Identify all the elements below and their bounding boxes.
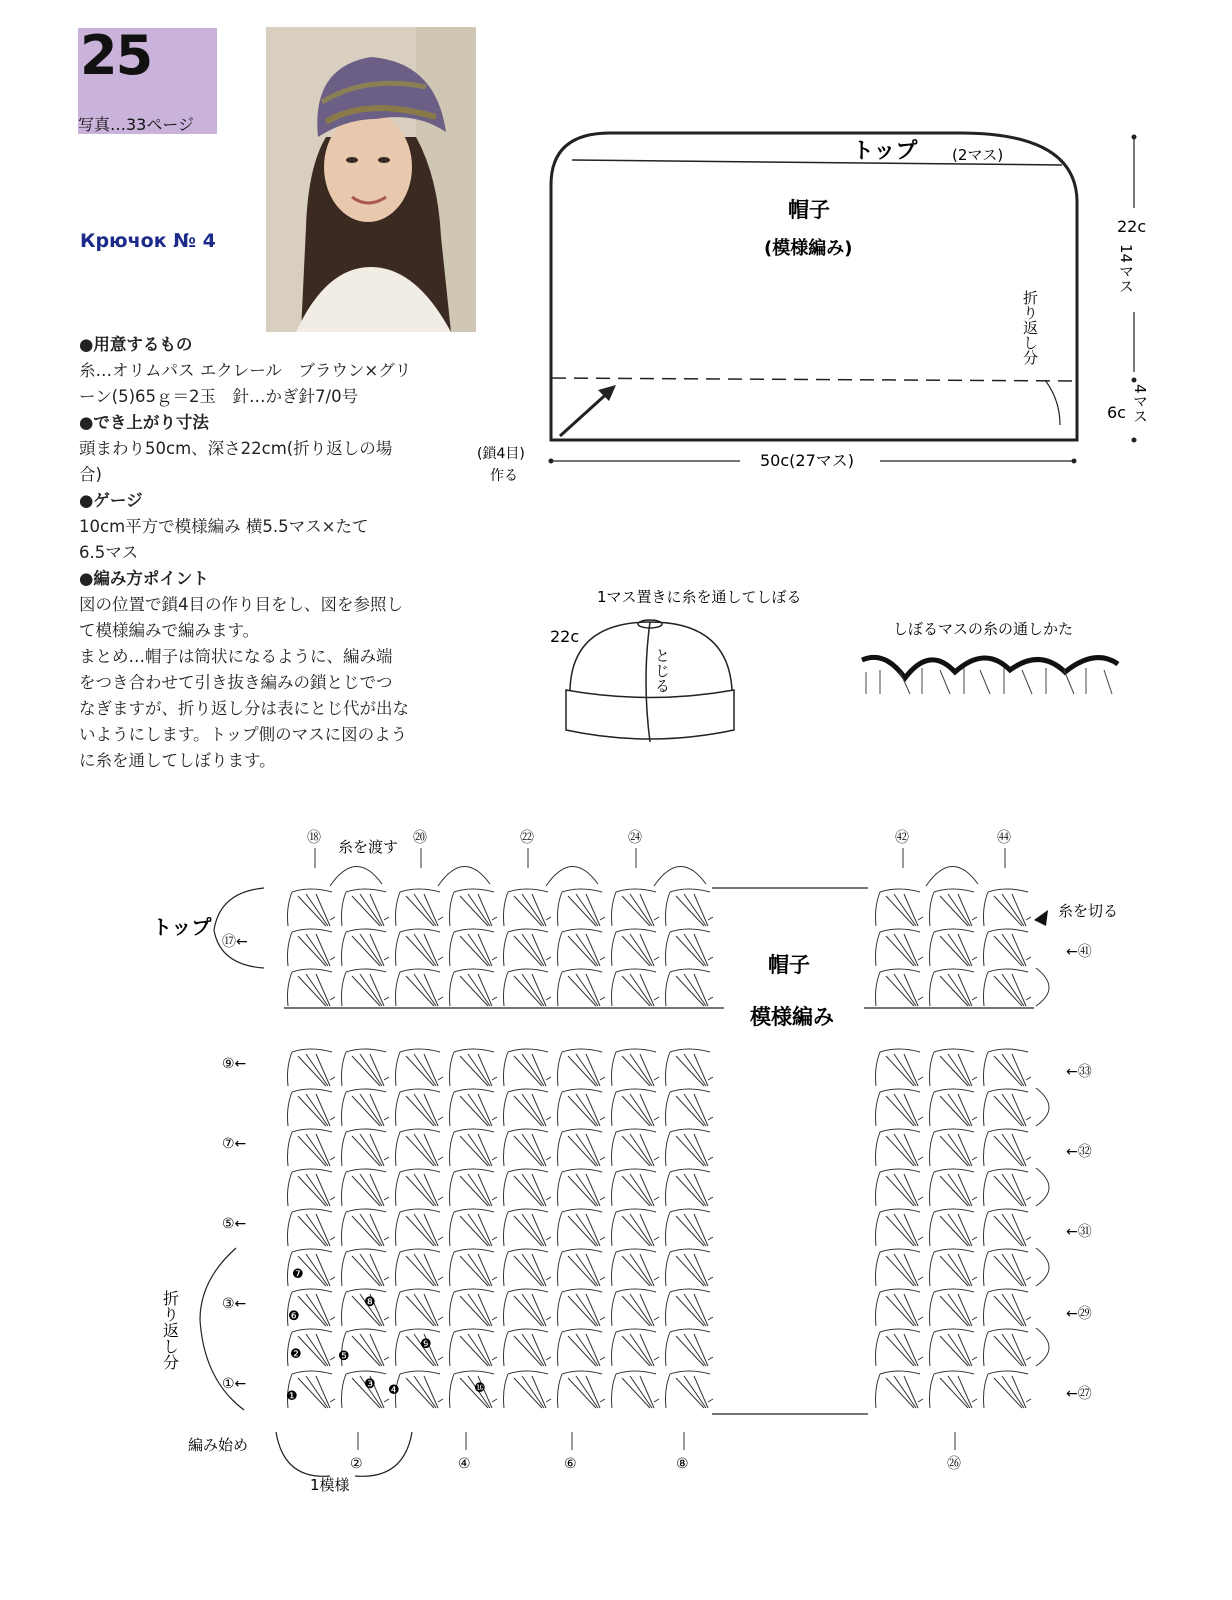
row-label-right: ←㉙ <box>1066 1306 1092 1322</box>
step-number: ❻ <box>288 1309 300 1324</box>
chart-pass-yarn: 糸を渡す <box>338 838 399 856</box>
row-label-top: ⑱ <box>307 830 321 846</box>
materials-heading: ●用意するもの <box>79 335 193 354</box>
chart-cut-yarn: 糸を切る <box>1058 902 1119 920</box>
chart-top-label: トップ <box>152 915 212 939</box>
gauge-line-1: 10cm平方で模様編み 横5.5マス×たて <box>79 517 369 536</box>
step-number: ❼ <box>292 1267 304 1282</box>
row-label-right: ←㊶ <box>1066 944 1092 960</box>
chart-hat-label: 帽子 <box>768 953 810 977</box>
size-line-1: 頭まわり50cm、深さ22cm(折り返しの場 <box>79 439 393 458</box>
gauge-line-2: 6.5マス <box>79 543 139 562</box>
step-number: ❾ <box>420 1337 432 1352</box>
schematic-chain-start-1: (鎖4目) <box>477 446 525 462</box>
chart-fold-label: 折り返し分 <box>160 1290 180 1370</box>
row-label-top: ㊷ <box>895 830 909 846</box>
finish-line-2: をつき合わせて引き抜き編みの鎖とじでつ <box>79 673 393 692</box>
row-label-bottom: ② <box>350 1456 363 1472</box>
row-label-left: ⑨← <box>222 1056 247 1072</box>
yarn-line-2: ーン(5)65ｇ＝2玉 針…かぎ針7/0号 <box>79 387 359 406</box>
step-number: ❹ <box>388 1383 400 1398</box>
row-label-bottom: ④ <box>458 1456 471 1472</box>
row-label-top: ㊹ <box>997 830 1011 846</box>
step-number: ❶ <box>286 1389 298 1404</box>
row-label-left: ⑤← <box>222 1216 247 1232</box>
row-label-top: ㉒ <box>520 830 534 846</box>
points-line-1: 図の位置で鎖4目の作り目をし、図を参照し <box>79 595 403 614</box>
schematic-height-fold-count: 4マス <box>1131 384 1149 424</box>
row-label-top: ㉔ <box>628 830 642 846</box>
row-label-right: ←㉝ <box>1066 1064 1092 1080</box>
size-heading: ●でき上がり寸法 <box>79 413 209 432</box>
schematic-top-count: (2マス) <box>952 146 1004 164</box>
hat-seam-label: とじる <box>653 648 671 693</box>
finish-line-1: まとめ…帽子は筒状になるように、編み端 <box>79 647 393 666</box>
row-label-bottom: ㉖ <box>947 1456 961 1472</box>
row-label-left: ⑦← <box>222 1136 247 1152</box>
schematic-height-main: 22c <box>1117 217 1147 236</box>
hat-height: 22c <box>550 627 580 646</box>
row-label-right: ←㉛ <box>1066 1224 1092 1240</box>
row-label-right: ←㉜ <box>1066 1144 1092 1160</box>
schematic-pattern-label: (模様編み) <box>764 238 853 259</box>
schematic-height-fold: 6c <box>1107 403 1126 422</box>
row-label-left: ①← <box>222 1376 247 1392</box>
chart-repeat-label: 1模様 <box>310 1476 350 1494</box>
row-label-top: ⑳ <box>413 830 427 846</box>
chart-start-label: 編み始め <box>188 1436 249 1454</box>
schematic-height-main-count: 14マス <box>1117 244 1135 294</box>
schematic-hat-label: 帽子 <box>788 198 830 222</box>
points-heading: ●編み方ポイント <box>79 569 209 588</box>
hat-caption: 1マス置きに糸を通してしぼる <box>597 588 802 606</box>
size-line-2: 合) <box>79 465 102 484</box>
chart-grid <box>288 866 1050 1408</box>
hook-note: Крючок № 4 <box>80 230 216 252</box>
row-label-right: ←㉗ <box>1066 1386 1092 1402</box>
finish-line-5: に糸を通してしぼります。 <box>79 751 276 770</box>
yarn-line-1: 糸…オリムパス エクレール ブラウン×グリ <box>79 361 412 380</box>
row-label-left: ③← <box>222 1296 247 1312</box>
schematic-foldback-label: 折り返し分 <box>1021 290 1039 365</box>
chart-pattern-label: 模様編み <box>750 1005 834 1029</box>
schematic-top-label: トップ <box>852 139 918 164</box>
finish-line-4: いようにします。トップ側のマスに図のよう <box>79 725 408 744</box>
finish-line-3: なぎますが、折り返し分は表にとじ代が出な <box>79 699 409 718</box>
threading-caption: しぼるマスの糸の通しかた <box>893 620 1074 638</box>
step-number: ❿ <box>474 1381 486 1396</box>
step-number: ❸ <box>364 1377 376 1392</box>
step-number: ❷ <box>290 1347 302 1362</box>
photo-reference: 写真…33ページ <box>78 115 195 134</box>
schematic-chain-start-2: 作る <box>490 468 518 484</box>
row-label-bottom: ⑥ <box>564 1456 577 1472</box>
points-line-2: て模様編みで編みます。 <box>79 621 260 640</box>
row-label-bottom: ⑧ <box>676 1456 689 1472</box>
schematic-width: 50c(27マス) <box>760 451 855 470</box>
step-number: ❽ <box>364 1295 376 1310</box>
gauge-heading: ●ゲージ <box>79 491 143 510</box>
row-label-left: ⑰← <box>222 934 248 950</box>
step-number: ❺ <box>338 1349 350 1364</box>
pattern-number: 25 <box>80 24 152 87</box>
row-labels <box>222 830 1092 1472</box>
